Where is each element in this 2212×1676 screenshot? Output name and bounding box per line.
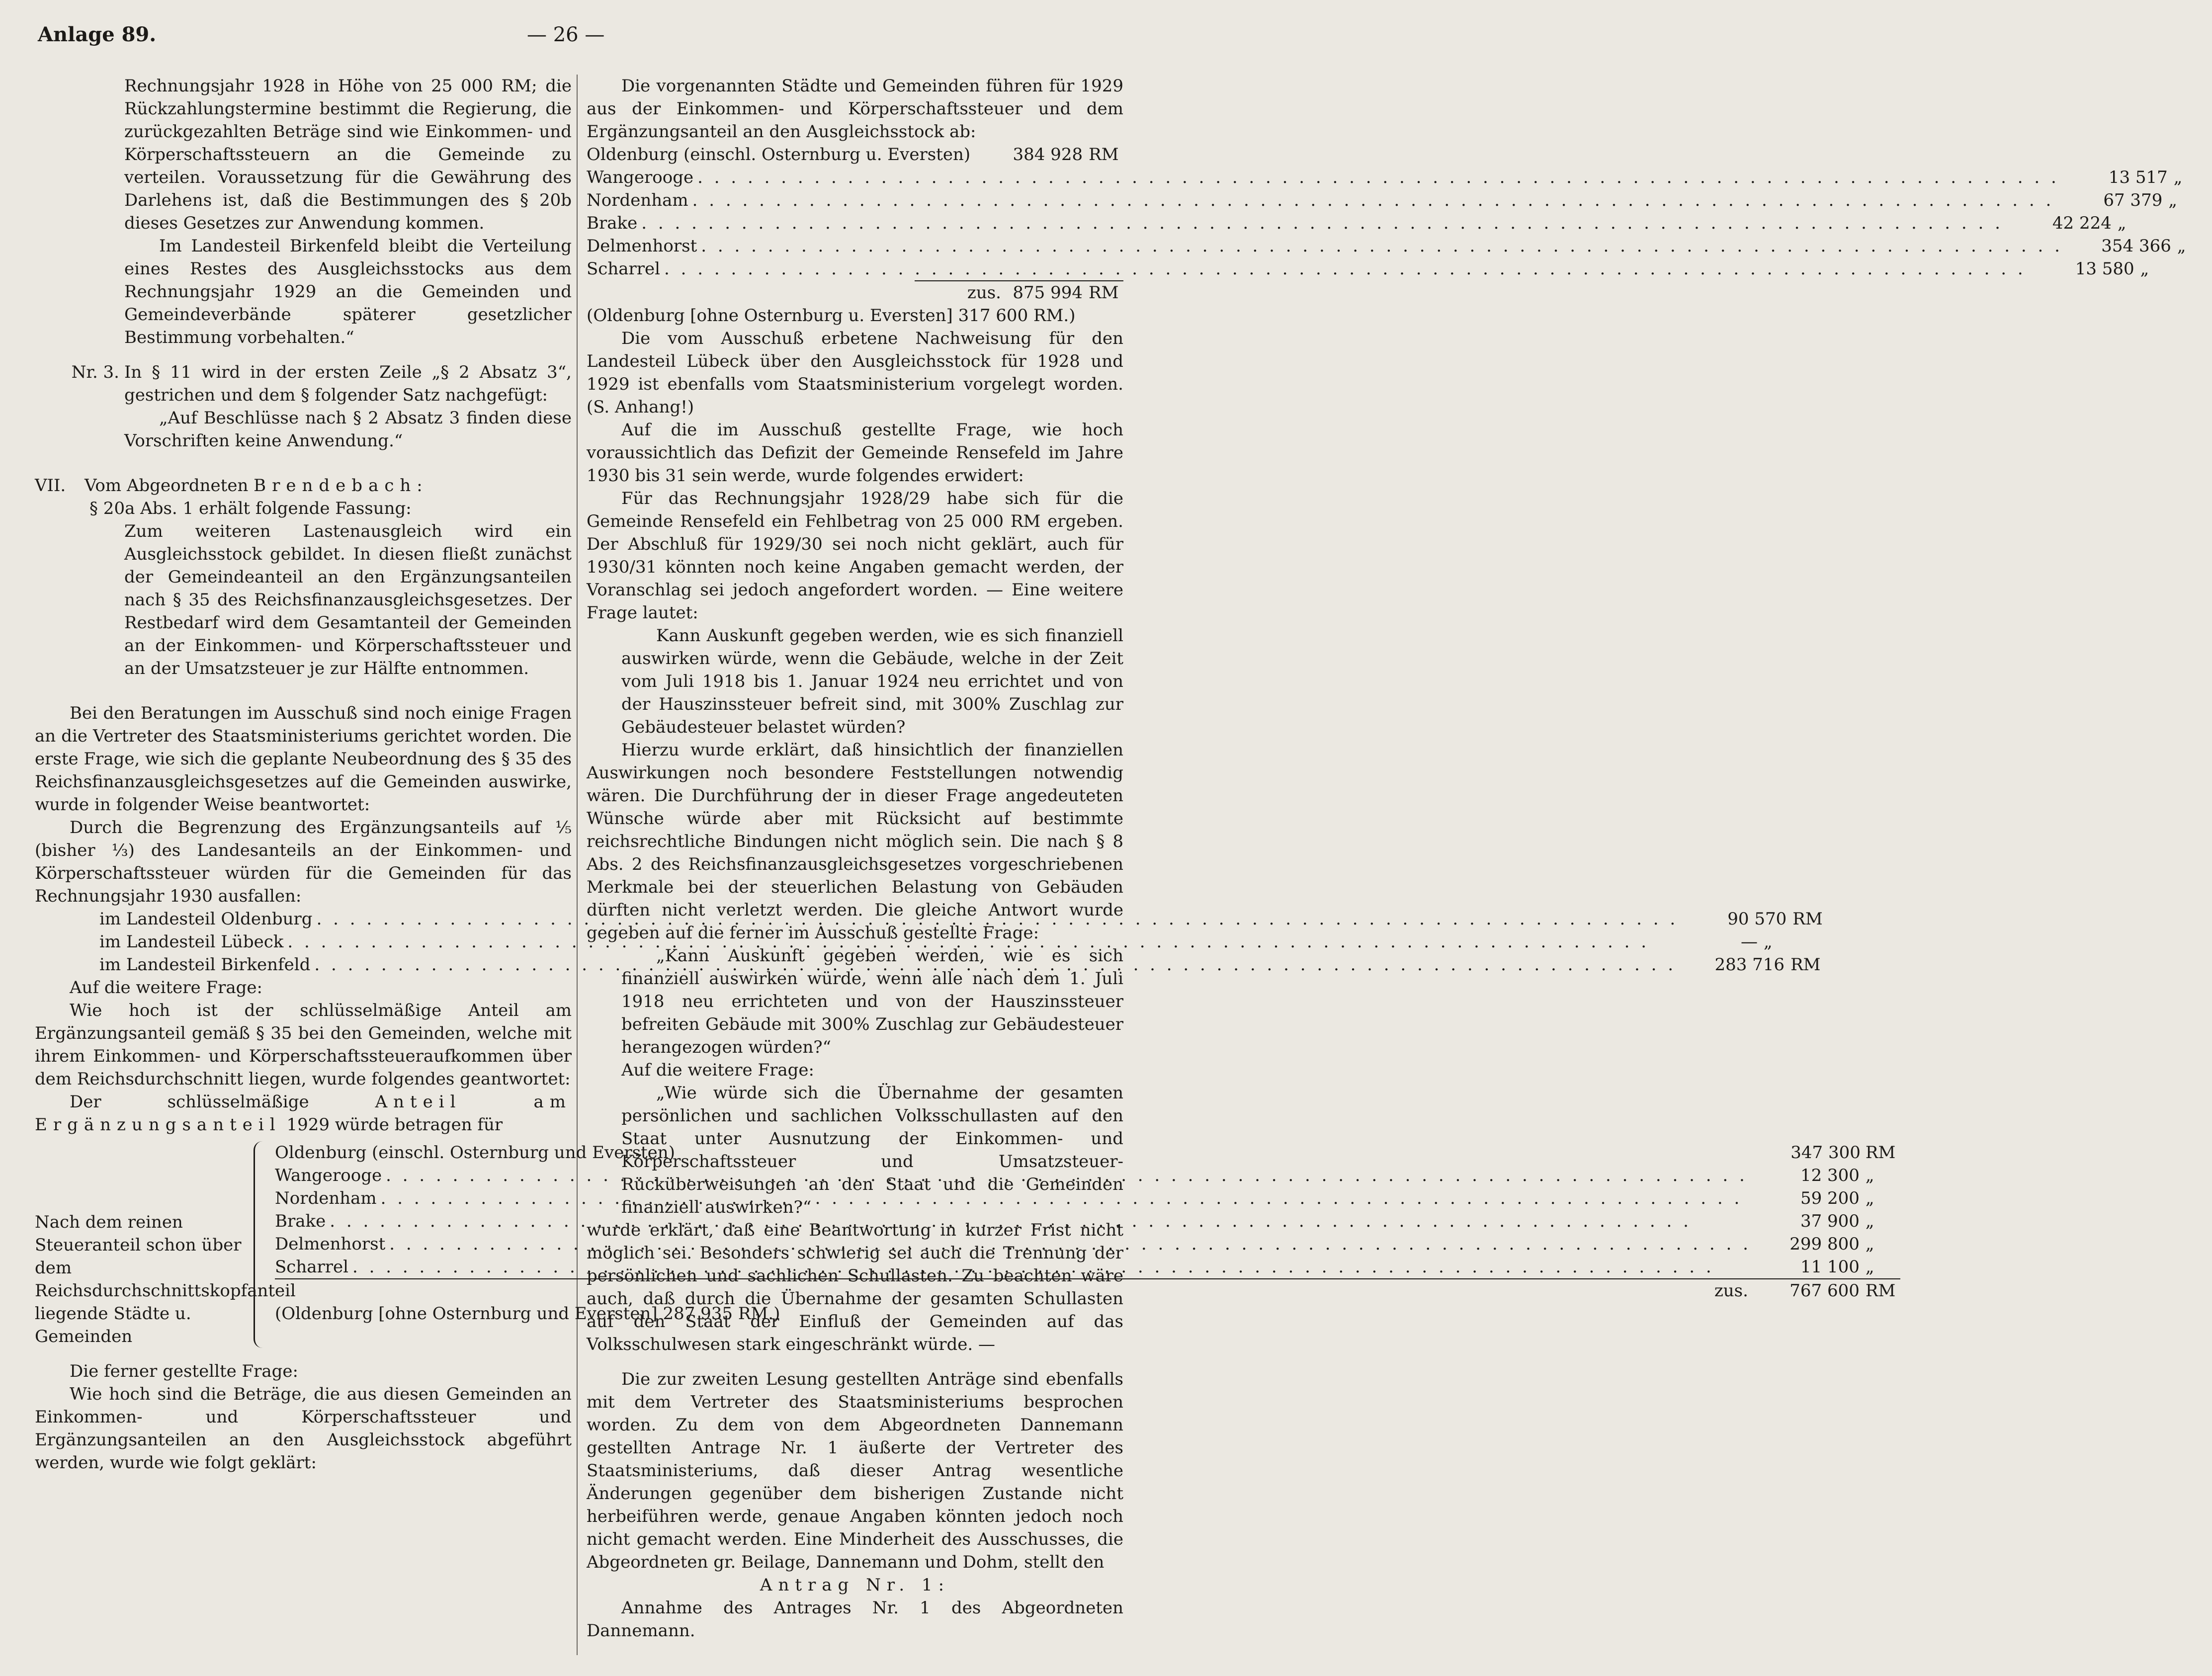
paragraph: Bei den Beratungen im Ausschuß sind noch einige Fragen an die Vertreter des Staatsministeriums gerichtet worden. Die erste Frage, wie sich die geplante Neubeordnung des § 35 des Reichsfinanzausgleichsgesetzes auf die Gemeinden auswirke, wurde in folgender Weise beantwortet: [35, 703, 572, 815]
list-item: Brake . . . 42 224 „ [587, 212, 1123, 235]
paragraph: In § 11 wird in der ersten Zeile „§ 2 Absatz 3“, gestrichen und dem § folgender Satz nachgefügt: [124, 362, 572, 405]
list-item: im Landesteil Lübeck . . . — „ [99, 930, 487, 953]
group-note: (Oldenburg [ohne Osternburg und Eversten] 287 935 RM.) [275, 1304, 780, 1324]
quote: „Kann Auskunft gegeben werden, wie es sich finanziell auswirken würde, wenn alle nach dem 1. Juli 1918 neu errichteten und von der Hauszinssteuer befreiten Gebäude mit 300% Zuschlag zur Gebäudesteuer herangezogen würden?“ [621, 946, 1123, 1057]
list-item: Wangerooge . . . 13 517 „ [587, 166, 1123, 189]
quote: Kann Auskunft gegeben werden, wie es sich finanziell auswirken würde, wenn die Gebäude, welche in der Zeit vom Juli 1918 bis 1. Januar 1924 neu errichtet und von der Hauszinssteuer befreit sind, mit 300% Zuschlag zur Gebäudesteuer belastet würden? [621, 626, 1123, 737]
paragraph: Im Landesteil Birkenfeld bleibt die Verteilung eines Restes des Ausgleichsstocks aus dem Rechnungsjahr 1929 an die Gemeinden und Gemeindeverbände späterer gesetzlicher Bestimmung vorbehalten.“ [124, 236, 572, 347]
paragraph: Rechnungsjahr 1928 in Höhe von 25 000 RM; die Rückzahlungstermine bestimmt die Regierung, die zurückgezahlten Beträge sind wie Einkommen- und Körperschaftssteuern an die Gemeinde zu verteilen. Voraussetzung für die Gewährung des Darlehens ist, daß die Bestimmungen des § 20b dieses Gesetzes zur Anwendung kommen. [124, 76, 572, 233]
page-number: — 26 — [527, 23, 605, 46]
contributions-note: (Oldenburg [ohne Osternburg u. Eversten] 317 600 RM.) [587, 306, 1076, 326]
annex-label: Anlage 89. [38, 23, 157, 46]
paragraph: Durch die Begrenzung des Ergänzungsanteils auf ⅕ (bisher ⅓) des Landesanteils an der Einkommen- und Körperschaftssteuer würden für die Gemeinden für das Rechnungsjahr 1930 ausfallen: [35, 818, 572, 906]
deputy-name: Brendebach [254, 476, 417, 496]
list-item: Delmenhorst . . . 299 800 „ [275, 1233, 1900, 1256]
list-item: Wangerooge . . . 12 300 „ [275, 1164, 1900, 1187]
vii-label: VII. [35, 476, 66, 496]
paragraph: Für das Rechnungsjahr 1928/29 habe sich für die Gemeinde Rensefeld ein Fehlbetrag von 25 000 RM ergeben. Der Abschluß für 1929/30 sei noch nicht geklärt, auch für 1930/31 könnten noch keine Angaben gemacht werden, der Voranschlag sei jedoch angefordert worden. — Eine weitere Frage lautet: [587, 489, 1123, 623]
paragraph: Auf die weitere Frage: [621, 1060, 814, 1080]
sum-row: zus. 767 600 RM [275, 1278, 1900, 1302]
paragraph: Wie hoch sind die Beträge, die aus diesen Gemeinden an Einkommen- und Körperschaftssteuer und Ergänzungsanteilen an den Ausgleichsstock abgeführt werden, wurde wie folgt geklärt: [35, 1384, 572, 1473]
group-label: Nach dem reinen Steueranteil schon über dem Reichsdurchschnittskopfanteil liegende Städte u. Gemeinden [35, 1212, 296, 1346]
paragraph: Die ferner gestellte Frage: [70, 1361, 299, 1381]
paragraph: Die vom Ausschuß erbetene Nachweisung für den Landesteil Lübeck über den Ausgleichsstock für 1928 und 1929 ist ebenfalls vom Staatsministerium vorgelegt worden. (S. Anhang!) [587, 329, 1123, 417]
paragraph: Die zur zweiten Lesung gestellten Anträge sind ebenfalls mit dem Vertreter des Staatsministeriums besprochen worden. Zu dem von dem Abgeordneten Dannemann gestellten Antrage Nr. 1 äußerte der Vertreter des Staatsministeriums, daß dieser Antrag wesentliche Änderungen gegenüber dem bisherigen Zustande nicht herbeiführen werde, genaue Angaben könnten jedoch noch nicht gemacht werden. Eine Minderheit des Ausschusses, die Abgeordneten gr. Beilage, Dannemann und Dohm, stellt den [587, 1369, 1123, 1572]
list-item: Oldenburg (einschl. Osternburg und Eversten) 347 300 RM [275, 1143, 1896, 1163]
paragraph: Hierzu wurde erklärt, daß hinsichtlich der finanziellen Auswirkungen noch besondere Feststellungen notwendig wären. Die Durchführung der in dieser Frage angedeuteten Wünsche würde aber mit Rücksicht auf bestimmte reichsrechtliche Bindungen nicht möglich sein. Die nach § 8 Abs. 2 des Reichsfinanzausgleichsgesetzes vorgeschriebenen Merkmale bei der steuerlichen Belastung von Gebäuden dürften nicht verletzt werden. Die gleiche Antwort wurde gegeben auf die ferner im Ausschuß gestellte Frage: [587, 740, 1123, 943]
list-item: Brake . . . 37 900 „ [275, 1210, 1900, 1233]
landesteile-list [35, 908, 1823, 976]
paragraph: Auf die weitere Frage: [70, 978, 262, 998]
list-item: im Landesteil Oldenburg . . . 90 570 RM [99, 908, 487, 930]
list-item: Nordenham . . . 59 200 „ [275, 1187, 1900, 1210]
paragraph: Auf die im Ausschuß gestellte Frage, wie hoch voraussichtlich das Defizit der Gemeinde Rensefeld im Jahre 1930 bis 31 sein werde, wurde folgendes erwidert: [587, 420, 1123, 486]
nr3-section [35, 361, 572, 452]
s20a-heading: § 20a Abs. 1 erhält folgende Fassung: [89, 499, 412, 518]
quote: „Wie würde sich die Übernahme der gesamten persönlichen und sachlichen Volksschullasten auf den Staat unter Ausnutzung der Einkommen- und Körperschaftssteuer und Umsatzsteuer-Rücküberweisungen an den Staat und die Gemeinden finanziell auswirken?“ [621, 1083, 1123, 1217]
paragraph: Der schlüsselmäßige Anteil am Ergänzungsanteil 1929 würde betragen für [35, 1092, 572, 1135]
antrag-title: Antrag Nr. 1: [760, 1575, 950, 1595]
list-item: Oldenburg (einschl. Osternburg u. Eversten) 384 928 RM [587, 145, 1119, 165]
contributions-list [587, 143, 2186, 327]
law-text-continuation [35, 75, 572, 349]
paragraph: Die vorgenannten Städte und Gemeinden führen für 1929 aus der Einkommen- und Körperschaftssteuer und dem Ergänzungsanteil an den Ausgleichsstock ab: [587, 76, 1123, 142]
antrag-text: Annahme des Antrages Nr. 1 des Abgeordneten Dannemann. [587, 1598, 1123, 1641]
list-item: im Landesteil Birkenfeld . . . 283 716 RM [99, 953, 487, 976]
list-item: Scharrel . . . 11 100 „ [275, 1256, 1900, 1278]
nr3-label: Nr. 3. [71, 362, 119, 382]
paragraph: wurde erklärt, daß eine Beantwortung in kurzer Frist nicht möglich sei. Besonders schwierig sei auch die Trennung der persönlichen und sachlichen Schullasten. Zu beachten wäre auch, daß durch die Übernahme der gesamten Schullasten auf den Staat der Einfluß der Gemeinden auf das Volksschulwesen stark eingeschränkt würde. — [587, 1220, 1123, 1354]
list-item: Delmenhorst . . . 354 366 „ [587, 235, 1123, 257]
list-item: Nordenham . . . 67 379 „ [587, 189, 1123, 212]
s20a-section [35, 497, 572, 680]
column-divider [577, 75, 578, 1655]
vii-heading: Vom Abgeordneten Brendebach: [85, 476, 423, 496]
list-item: Scharrel . . . 13 580 „ [587, 257, 1123, 280]
vii-section [35, 474, 572, 497]
sum-row: zus. 875 994 RM [587, 280, 1123, 304]
s20a-text: Zum weiteren Lastenausgleich wird ein Ausgleichsstock gebildet. In diesen fließt zunächst der Gemeindeanteil an den Ergänzungsanteilen nach § 35 des Reichsfinanzausgleichsgesetzes. Der Restbedarf wird dem Gesamtanteil der Gemeinden an der Einkommen- und Körperschaftssteuer und an der Umsatzsteuer je zur Hälfte entnommen. [124, 521, 572, 678]
paragraph: Wie hoch ist der schlüsselmäßige Anteil am Ergänzungsanteil gemäß § 35 bei den Gemeinden, welche mit ihrem Einkommen- und Körperschaftssteueraufkommen über dem Reichsdurchschnitt liegen, wurde folgendes geantwortet: [35, 1001, 572, 1089]
quote: „Auf Beschlüsse nach § 2 Absatz 3 finden diese Vorschriften keine Anwendung.“ [124, 408, 572, 451]
brace [254, 1141, 270, 1348]
